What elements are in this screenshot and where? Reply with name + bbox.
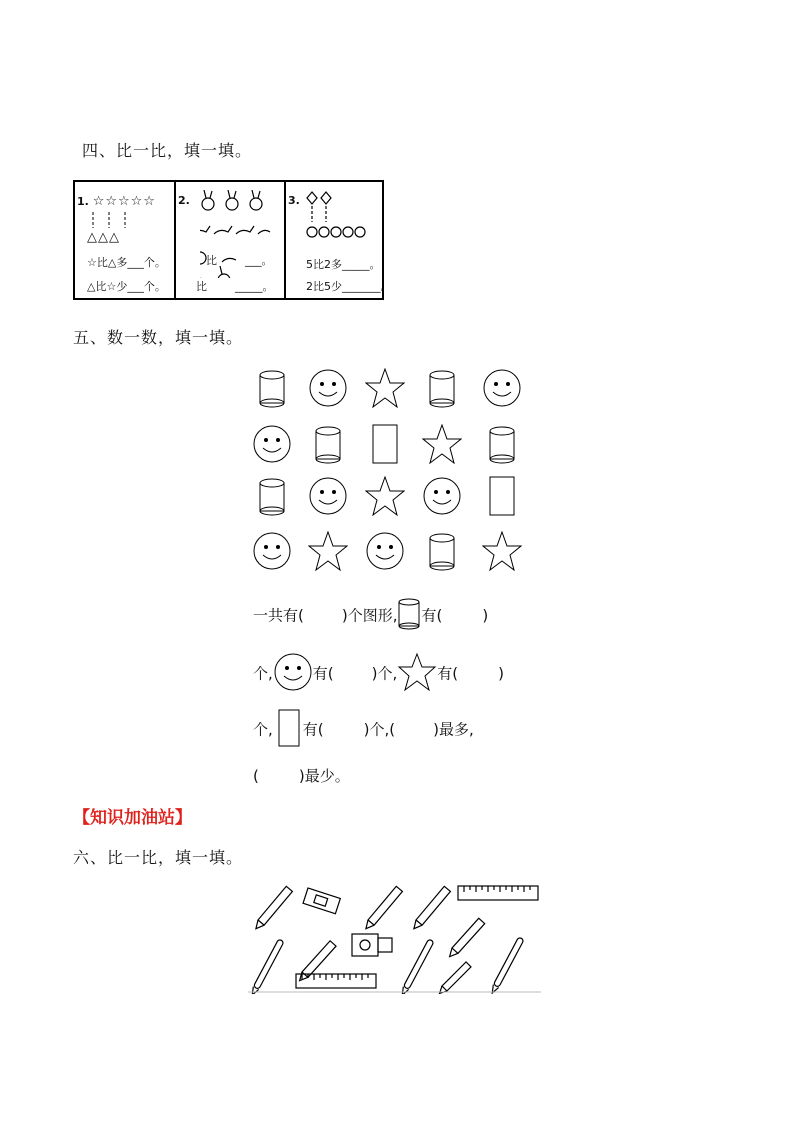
cylinder-icon: [482, 424, 522, 466]
star-icon: [365, 476, 405, 518]
compare-line-b: 2比5少_______。: [306, 280, 392, 293]
ruler-icon: [296, 974, 376, 988]
fill-line-b: △比☆少___个。: [87, 280, 166, 293]
pencil-icon: [411, 886, 451, 931]
rectangle-icon: [482, 476, 522, 518]
smiley-icon: [252, 424, 292, 466]
cylinder-icon: [252, 368, 292, 410]
fill-line-a: ☆比△多___个。: [87, 256, 166, 269]
triangles-row: △△△: [87, 230, 120, 245]
star-icon: [365, 368, 405, 410]
carrot-compare-text: 比 _____。: [196, 280, 274, 293]
smiley-icon: [482, 368, 522, 410]
sharpener-icon: [352, 934, 392, 956]
pen-icon: [250, 939, 284, 994]
fill-line-3: 个, 有( )个,( )最多,: [253, 708, 474, 752]
item-number: 1. ☆☆☆☆☆: [77, 194, 156, 209]
comparison-cell-3: [286, 182, 392, 298]
pencil-icon: [363, 886, 403, 931]
item-number: 2.: [178, 194, 190, 207]
knowledge-title: 【知识加油站】: [73, 808, 192, 828]
eraser-icon: [303, 888, 340, 914]
smiley-icon: [365, 531, 405, 573]
section5-title: 五、数一数，填一填。: [73, 328, 244, 347]
compare-line-a: 5比2多_____。: [306, 258, 381, 271]
smiley-icon: [422, 476, 462, 518]
shape-grid: [250, 362, 540, 582]
rabbit-compare-text: 比 ___。: [206, 254, 273, 267]
item-number: 3.: [288, 194, 300, 207]
star-icon: [397, 652, 437, 692]
star-icon: [422, 424, 462, 466]
smiley-icon: [308, 368, 348, 410]
cylinder-icon: [252, 476, 292, 518]
cylinder-icon: [422, 531, 462, 573]
fill-line-1: 一共有( )个图形, 有( ): [253, 598, 488, 634]
diamonds-circles-icon: [306, 190, 386, 246]
smiley-icon: [308, 476, 348, 518]
cylinder-icon: [422, 368, 462, 410]
pencil-icon: [253, 886, 293, 931]
ruler-icon: [458, 886, 538, 900]
smiley-icon: [252, 531, 292, 573]
comparison-cell-1: [75, 182, 176, 298]
stationery-picture: [248, 876, 541, 994]
smiley-icon: [273, 652, 313, 692]
pencil-icon: [447, 918, 485, 959]
pen-icon: [400, 939, 434, 994]
match-lines: [87, 212, 157, 228]
cylinder-icon: [308, 424, 348, 466]
fill-line-4: ( )最少。: [253, 767, 350, 785]
rectangle-icon: [273, 708, 303, 748]
star-icon: [308, 531, 348, 573]
star-icon: [482, 531, 522, 573]
comparison-cell-2: [176, 182, 286, 298]
cylinder-icon: [397, 598, 421, 630]
pen-icon: [490, 937, 524, 994]
section4-title: 四、比一比，填一填。: [82, 141, 253, 160]
comparison-table: [73, 180, 392, 300]
section6-title: 六、比一比，填一填。: [73, 848, 244, 867]
stars-row: ☆☆☆☆☆: [92, 194, 156, 209]
fill-line-2: 个, 有( )个, 有( ): [253, 652, 504, 696]
pencil-icon: [437, 962, 471, 994]
rectangle-icon: [365, 424, 405, 466]
